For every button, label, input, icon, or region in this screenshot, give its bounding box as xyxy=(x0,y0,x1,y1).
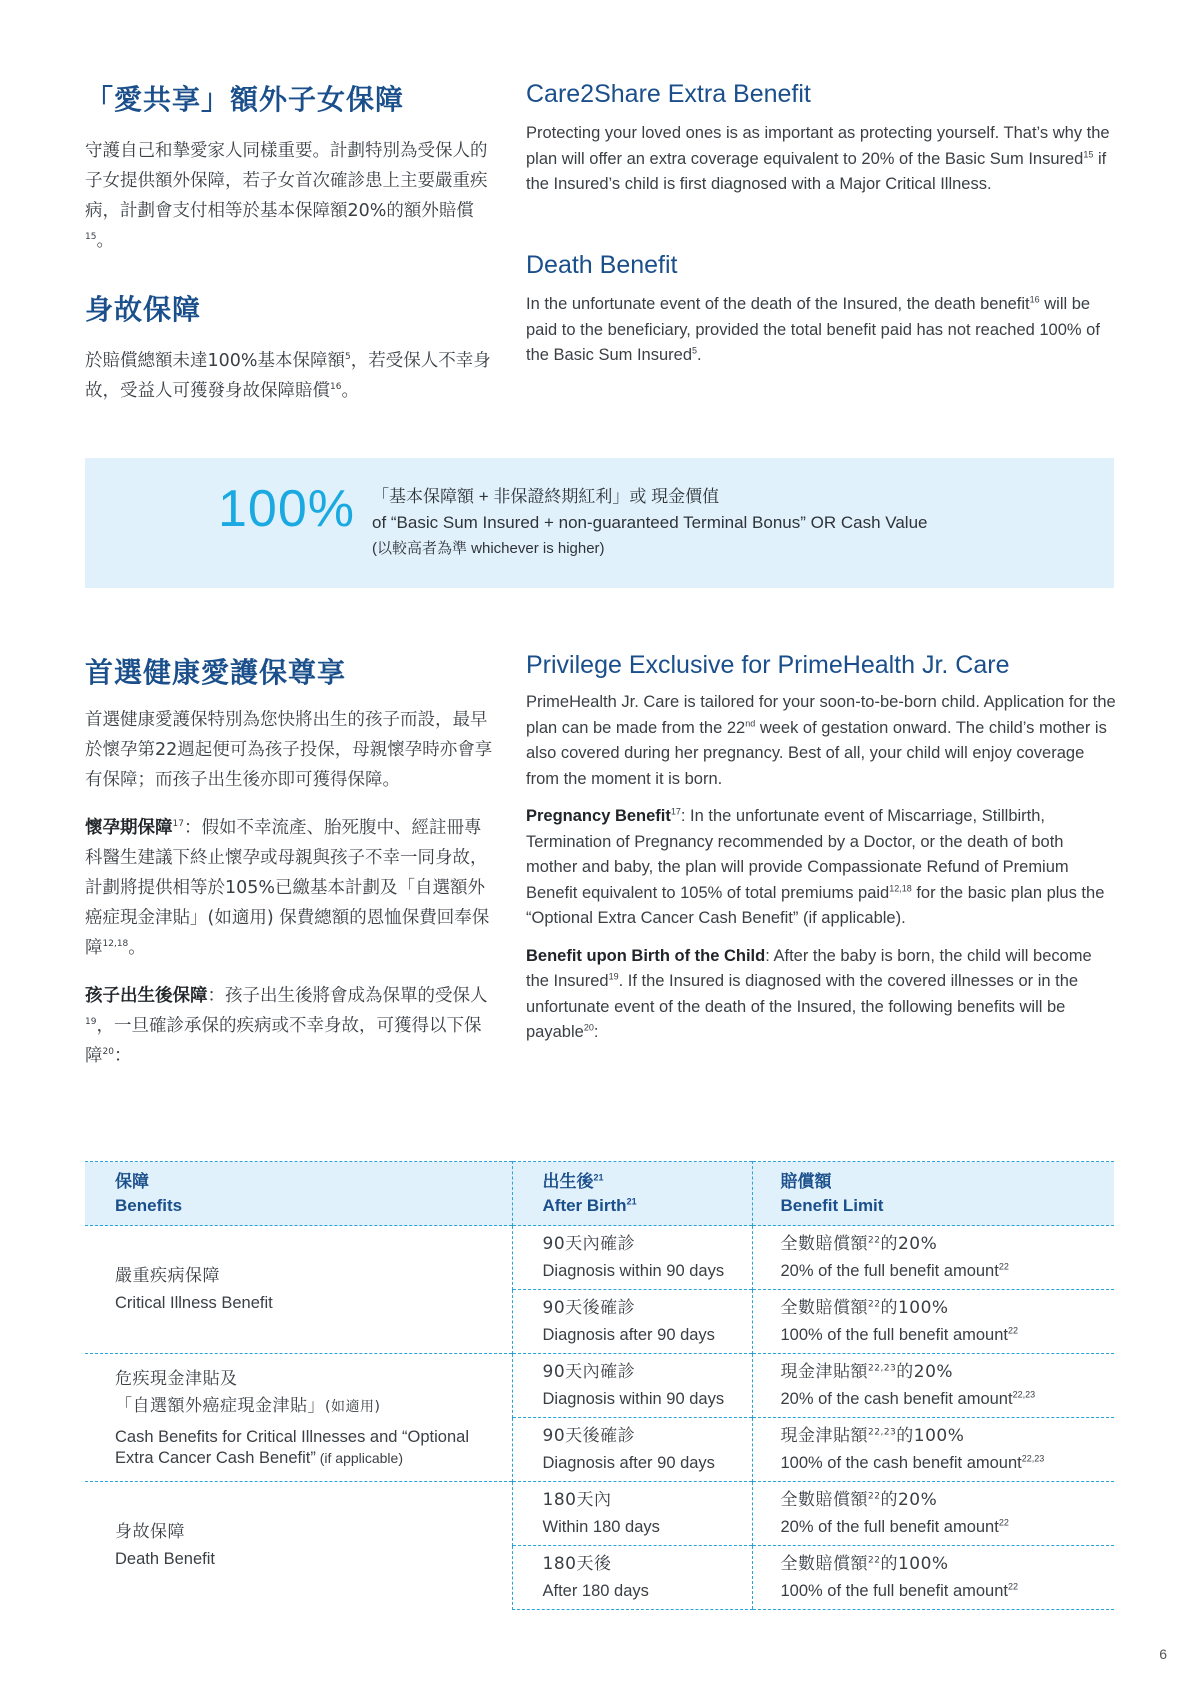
privilege-en-intro: PrimeHealth Jr. Care is tailored for your soon-to-be-born child. Application for the plan can be made from the 22nd week of gestation onward. The child’s mother is also covered during her pregnancy. Best of all, your child will enjoy coverage from the moment it is born. xyxy=(526,693,1116,788)
death-zh-title: 身故保障 xyxy=(85,293,202,326)
limit-cell: 現金津貼額$^{22,23}$的100% 100% of the cash benefit amount$^{22,23}$ xyxy=(752,1418,1114,1482)
privilege-en-section xyxy=(526,651,1116,1046)
banner-percentage: 100% xyxy=(218,480,355,538)
limit-cell: 全數賠償額$^{22}$的100% 100% of the full benefit amount$^{22}$ xyxy=(752,1546,1114,1610)
care2share-zh-section xyxy=(85,78,495,256)
benefit-name-cash-benefits: 危疾現金津貼及 「自選額外癌症現金津貼」(如適用) Cash Benefits for Critical Illnesses and “Optional Extra Cancer Cash Benefit” (if applicable) xyxy=(85,1354,512,1482)
page-number: 6 xyxy=(1159,1646,1167,1662)
care2share-zh-body: 守護自己和摯愛家人同樣重要。計劃特別為受保人的子女提供額外保障，若子女首次確診患上主要嚴重疾病，計劃會支付相等於基本保障額20%的額外賠償$^{15}$。 xyxy=(85,141,488,251)
care2share-en-body: Protecting your loved ones is as important as protecting yourself. That’s why the plan will offer an extra coverage equivalent to 20% of the Basic Sum Insured$^{15}$ if the Insured’s child is first diagnosed with a Major Critical Illness. xyxy=(526,124,1110,193)
table-row xyxy=(85,1354,1114,1418)
limit-cell: 全數賠償額$^{22}$的20% 20% of the full benefit amount$^{22}$ xyxy=(752,1482,1114,1546)
care2share-zh-title: 「愛共享」額外子女保障 xyxy=(85,83,405,116)
header-after-birth: 出生後$^{21}$ After Birth$^{21}$ xyxy=(512,1162,752,1226)
death-en-body: In the unfortunate event of the death of the Insured, the death benefit$^{16}$ will be paid to the beneficiary, provided the total benefit paid has not reached 100% of the Basic Sum Insured$^5$. xyxy=(526,294,1100,364)
banner-text xyxy=(372,484,927,562)
period-cell: 90天內確診 Diagnosis within 90 days xyxy=(512,1226,752,1290)
privilege-en-birth: Benefit upon Birth of the Child: After the baby is born, the child will become the Insured$^{19}$. If the Insured is diagnosed with the covered illnesses or in the unfortunate event of the death of the Insured, the following benefits will be payable$^{20}$: xyxy=(526,946,1092,1041)
table-row xyxy=(85,1226,1114,1290)
privilege-zh-intro: 首選健康愛護保特別為您快將出生的孩子而設，最早於懷孕第22週起便可為孩子投保，母親懷孕時亦會享有保障；而孩子出生後亦即可獲得保障。 xyxy=(85,710,493,790)
table-header-row xyxy=(85,1162,1114,1226)
banner-line-zh: 「基本保障額 + 非保證終期紅利」或 現金價值 xyxy=(372,487,720,506)
privilege-zh-birth: 孩子出生後保障：孩子出生後將會成為保單的受保人$^{19}$，一旦確診承保的疾病或不幸身故，可獲得以下保障$^{20}$： xyxy=(85,986,488,1066)
privilege-en-pregnancy: Pregnancy Benefit$^{17}$: In the unfortunate event of Miscarriage, Stillbirth, Termination of Pregnancy recommended by a Doctor, or the death of both mother and baby, the plan will provide Compassionate Refund of Premium Benefit equivalent to 105% of total premiums paid$^{12,18}$ for the basic plan plus the “Optional Extra Cancer Cash Benefit” (if applicable). xyxy=(526,806,1105,927)
care2share-en-section xyxy=(526,80,1116,198)
benefit-name-death: 身故保障 Death Benefit xyxy=(85,1482,512,1610)
privilege-en-title: Privilege Exclusive for PrimeHealth Jr. Care xyxy=(526,651,1010,679)
death-en-title: Death Benefit xyxy=(526,251,678,279)
banner-line-note: (以較高者為準 whichever is higher) xyxy=(372,540,605,557)
limit-cell: 現金津貼額$^{22,23}$的20% 20% of the cash benefit amount$^{22,23}$ xyxy=(752,1354,1114,1418)
table-row xyxy=(85,1482,1114,1546)
privilege-zh-title: 首選健康愛護保尊享 xyxy=(85,656,347,689)
period-cell: 180天後 After 180 days xyxy=(512,1546,752,1610)
privilege-zh-section xyxy=(85,651,495,1071)
period-cell: 90天內確診 Diagnosis within 90 days xyxy=(512,1354,752,1418)
care2share-en-title: Care2Share Extra Benefit xyxy=(526,80,811,108)
limit-cell: 全數賠償額$^{22}$的20% 20% of the full benefit amount$^{22}$ xyxy=(752,1226,1114,1290)
benefits-table xyxy=(85,1161,1114,1610)
death-en-section xyxy=(526,251,1116,369)
period-cell: 90天後確診 Diagnosis after 90 days xyxy=(512,1290,752,1354)
header-benefit-limit: 賠償額 Benefit Limit xyxy=(752,1162,1114,1226)
header-benefits: 保障 Benefits xyxy=(115,1171,183,1215)
death-zh-body: 於賠償總額未達100%基本保障額$^5$，若受保人不幸身故，受益人可獲發身故保障賠償$^{16}$。 xyxy=(85,351,491,401)
period-cell: 180天內 Within 180 days xyxy=(512,1482,752,1546)
period-cell: 90天後確診 Diagnosis after 90 days xyxy=(512,1418,752,1482)
banner-line-en: of “Basic Sum Insured + non-guaranteed Terminal Bonus” OR Cash Value xyxy=(372,513,928,532)
coverage-banner xyxy=(85,458,1114,588)
benefit-name-critical-illness: 嚴重疾病保障 Critical Illness Benefit xyxy=(85,1226,512,1354)
privilege-zh-pregnancy: 懷孕期保障$^{17}$：假如不幸流產、胎死腹中、經註冊專科醫生建議下終止懷孕或母親與孩子不幸一同身故，計劃將提供相等於105%已繳基本計劃及「自選額外癌症現金津貼」(如適用) 保費總額的恩恤保費回奉保障$^{12,18}$。 xyxy=(85,818,490,958)
death-zh-section xyxy=(85,288,495,406)
limit-cell: 全數賠償額$^{22}$的100% 100% of the full benefit amount$^{22}$ xyxy=(752,1290,1114,1354)
